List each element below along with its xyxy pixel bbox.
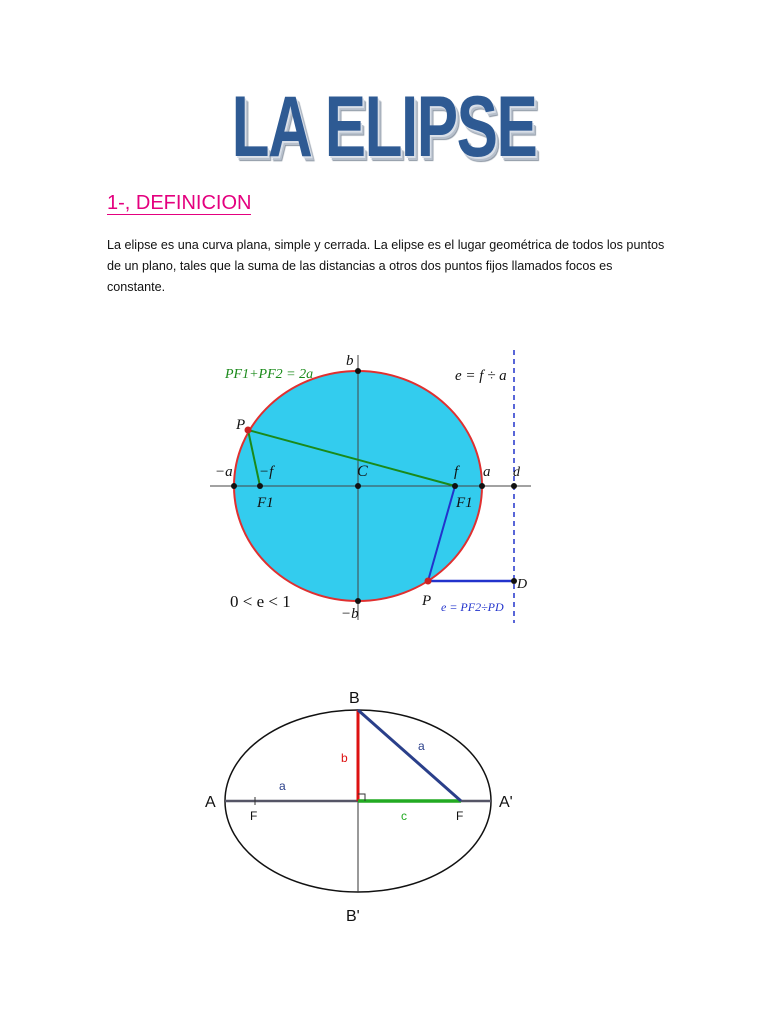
label-c: c <box>401 809 407 823</box>
point-b-top <box>355 368 361 374</box>
section-heading: 1-, DEFINICION <box>107 192 252 214</box>
label-A-prime: A' <box>499 794 513 811</box>
label-B-prime: B' <box>346 908 360 925</box>
ratio-formula: e = PF2÷PD <box>441 600 504 614</box>
point-f-left <box>257 483 263 489</box>
range-formula: 0 < e < 1 <box>230 592 291 611</box>
ellipse-definition-figure <box>205 345 535 625</box>
label-a-right: a <box>483 464 491 480</box>
ellipse-definition-svg <box>205 345 535 625</box>
label-d-point: D <box>517 577 528 592</box>
label-p-top: P <box>236 417 246 433</box>
label-a-left: −a <box>215 464 233 480</box>
label-F-right: F <box>456 809 464 823</box>
point-center <box>355 483 361 489</box>
label-F-left: F <box>250 809 258 823</box>
definition-paragraph: La elipse es una curva plana, simple y cerrada. La elipse es el lugar geométrica de todos los puntos de un plano, tales que la suma de las distancias a otros dos puntos fijos llamados focos es constante. <box>107 238 665 294</box>
label-b: b <box>341 751 348 765</box>
point-f-right <box>452 483 458 489</box>
eccentricity-formula: e = f ÷ a <box>455 368 507 384</box>
label-B: B <box>349 690 360 707</box>
label-focus-left: F1 <box>257 495 274 511</box>
ellipse-elements-svg <box>200 680 540 930</box>
point-a-left <box>231 483 237 489</box>
label-center: C <box>357 463 368 480</box>
point-d-axis <box>511 483 517 489</box>
label-f-left: −f <box>259 464 274 480</box>
sum-formula: PF1+PF2 = 2a <box>225 367 314 382</box>
point-b-bottom <box>355 598 361 604</box>
label-a-horizontal: a <box>279 779 286 793</box>
label-b-top: b <box>346 353 354 369</box>
label-A: A <box>205 794 216 811</box>
label-a-diagonal: a <box>418 739 425 753</box>
label-p-bottom: P <box>422 593 432 609</box>
label-f-right: f <box>454 464 459 480</box>
a-diagonal-segment <box>358 710 461 801</box>
ellipse-elements-figure <box>200 680 540 930</box>
point-p-bottom <box>425 578 432 585</box>
label-b-bottom: −b <box>341 606 359 622</box>
point-p-top <box>245 427 252 434</box>
label-d: d <box>513 465 520 480</box>
label-focus-right: F1 <box>456 495 473 511</box>
point-a-right <box>479 483 485 489</box>
page-title: LA ELIPSE <box>231 79 537 175</box>
